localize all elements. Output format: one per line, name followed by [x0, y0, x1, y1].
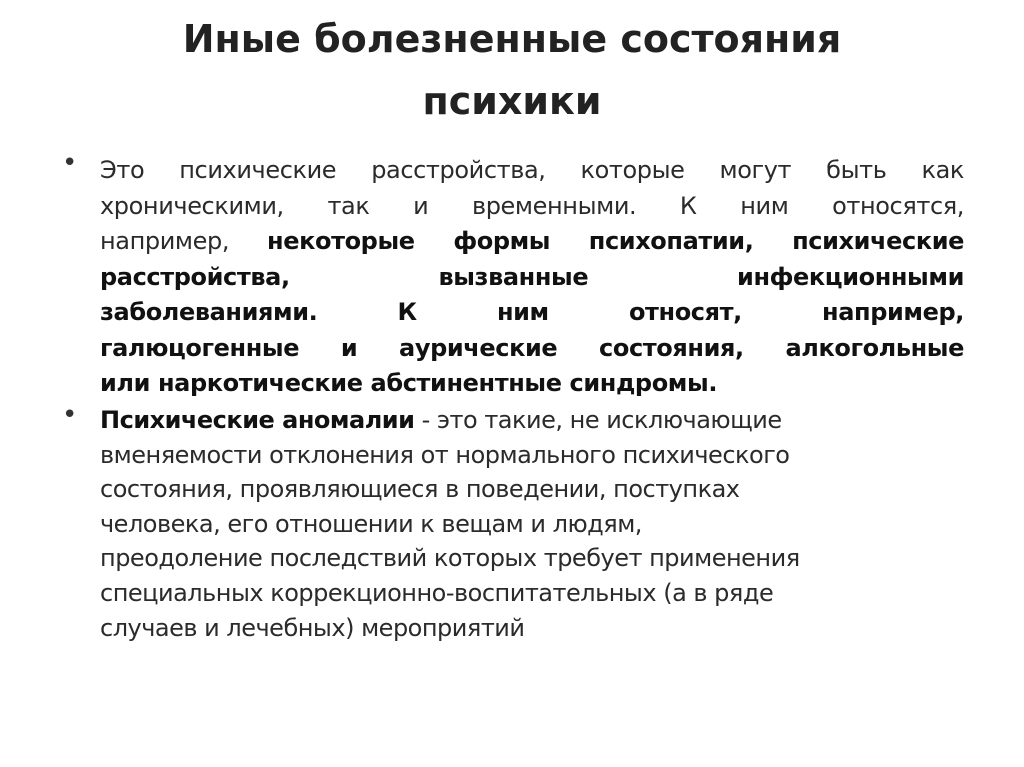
bullet-marker-2: • [62, 400, 78, 430]
bullet1-line-6: галюцогенные и аурические состояния, алкогольные [100, 333, 964, 362]
bullet2-line-7: случаев и лечебных) мероприятий [100, 613, 525, 642]
bullet-text-2 [100, 403, 980, 645]
bullet2-line-2: вменяемости отклонения от нормального психического [100, 440, 790, 469]
bullet1-line-4: расстройства, вызванные инфекционными [100, 262, 964, 291]
bullet2-line-1 [100, 403, 980, 438]
bullet1-line-2: хроническими, так и временными. К ним относятся, [100, 191, 964, 220]
bullet1-line-5: заболеваниями. К ним относят, например, [100, 298, 964, 326]
bullet2-line-3: состояния, проявляющиеся в поведении, поступках [100, 475, 740, 504]
bullet2-line-6: специальных коррекционно-воспитательных (а в ряде [100, 578, 774, 607]
title-line-1: Иные болезненные состояния [182, 17, 842, 61]
bullet2-line-5: преодоление последствий которых требует применения [100, 544, 800, 573]
bullet-text-1 [100, 153, 964, 402]
title-line-2: психики [422, 79, 602, 123]
bullet1-line-3-normal: например, [100, 227, 268, 255]
bullet1-line-3 [100, 224, 964, 260]
term-psychic-anomalies: Психические аномалии [100, 406, 415, 434]
bullet1-line-1: Это психические расстройства, которые могут быть как [100, 156, 964, 184]
bullet1-line-7: или наркотические абстинентные синдромы. [100, 369, 718, 397]
bullet1-line-3-bold: некоторые формы психопатии, психические [267, 227, 964, 255]
bullet2-line-4: человека, его отношении к вещам и людям, [100, 509, 642, 538]
bullet-marker-1: • [62, 148, 78, 178]
bullet2-line-1-normal: - это такие, не исключающие [414, 406, 782, 434]
slide-title [0, 8, 1024, 132]
